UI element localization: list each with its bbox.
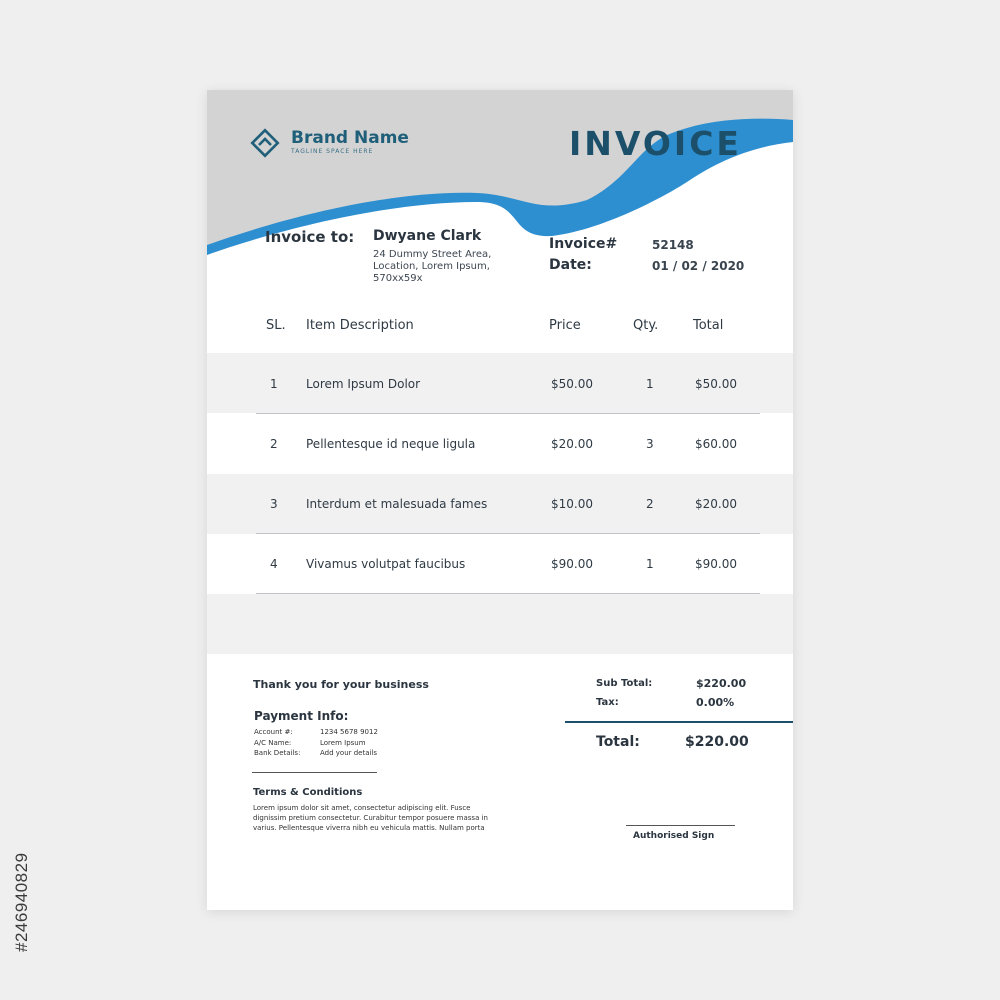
bank-details: Add your details (320, 749, 378, 757)
account-name: Lorem Ipsum (320, 739, 366, 747)
brand-tagline: TAGLINE SPACE HERE (291, 148, 374, 155)
summary-divider (565, 721, 793, 723)
invoice-sheet (207, 90, 793, 910)
invoice-number-label: Invoice# (549, 236, 618, 252)
header-description: Item Description (306, 318, 414, 333)
table-row (207, 534, 793, 594)
row-price: $50.00 (551, 377, 593, 391)
signature-line (626, 825, 735, 826)
row-total: $50.00 (695, 377, 737, 391)
row-price: $20.00 (551, 437, 593, 451)
row-description: Interdum et malesuada fames (306, 497, 488, 511)
row-qty: 3 (646, 437, 654, 451)
row-sl: 1 (270, 377, 278, 391)
stock-id-text: #246940829 (12, 852, 31, 952)
table-row (207, 474, 793, 534)
account-number-label: Account #: (254, 728, 293, 736)
payment-info-title: Payment Info: (254, 709, 349, 723)
invoice-number: 52148 (652, 238, 694, 252)
payment-divider (252, 772, 377, 773)
client-name: Dwyane Clark (373, 228, 482, 244)
row-description: Lorem Ipsum Dolor (306, 377, 421, 391)
row-price: $10.00 (551, 497, 593, 511)
thank-you-note: Thank you for your business (253, 678, 429, 691)
total-value: $220.00 (685, 734, 749, 750)
bank-details-label: Bank Details: (254, 749, 301, 757)
header-sl: SL. (266, 318, 286, 333)
invoice-date: 01 / 02 / 2020 (652, 259, 745, 273)
row-qty: 2 (646, 497, 654, 511)
client-address: 24 Dummy Street Area, Location, Lorem Ipsum, 570xx59x (373, 249, 492, 284)
date-label: Date: (549, 257, 592, 273)
tax-label: Tax: (596, 697, 619, 708)
empty-row (207, 594, 793, 654)
row-description: Vivamus volutpat faucibus (306, 557, 466, 571)
invoice-to-label: Invoice to: (265, 228, 355, 246)
brand-name: Brand Name (291, 128, 409, 148)
row-sl: 4 (270, 557, 278, 571)
account-name-label: A/C Name: (254, 739, 292, 747)
table-row (207, 414, 793, 474)
terms-title: Terms & Conditions (253, 787, 363, 798)
row-qty: 1 (646, 377, 654, 391)
row-price: $90.00 (551, 557, 593, 571)
header-qty: Qty. (633, 318, 659, 333)
row-total: $60.00 (695, 437, 737, 451)
row-total: $90.00 (695, 557, 737, 571)
account-number: 1234 5678 9012 (320, 728, 378, 736)
row-total: $20.00 (695, 497, 737, 511)
tax-value: 0.00% (696, 696, 735, 709)
header-price: Price (549, 318, 581, 333)
invoice-title: INVOICE (569, 124, 742, 163)
brand-logo-icon (250, 128, 280, 158)
row-sl: 2 (270, 437, 278, 451)
subtotal-value: $220.00 (696, 677, 747, 690)
total-label: Total: (596, 734, 640, 750)
subtotal-label: Sub Total: (596, 678, 653, 689)
row-qty: 1 (646, 557, 654, 571)
row-description: Pellentesque id neque ligula (306, 437, 476, 451)
authorised-sign-label: Authorised Sign (633, 831, 715, 841)
table-row (207, 353, 793, 413)
row-sl: 3 (270, 497, 278, 511)
terms-text: Lorem ipsum dolor sit amet, consectetur adipiscing elit. Fusce dignissim pretium consectetur. Curabitur tempor posuere massa in varius. Pellentesque viverra nibh eu vehicula mattis. Nullam porta (253, 804, 488, 832)
header-total: Total (693, 318, 724, 333)
